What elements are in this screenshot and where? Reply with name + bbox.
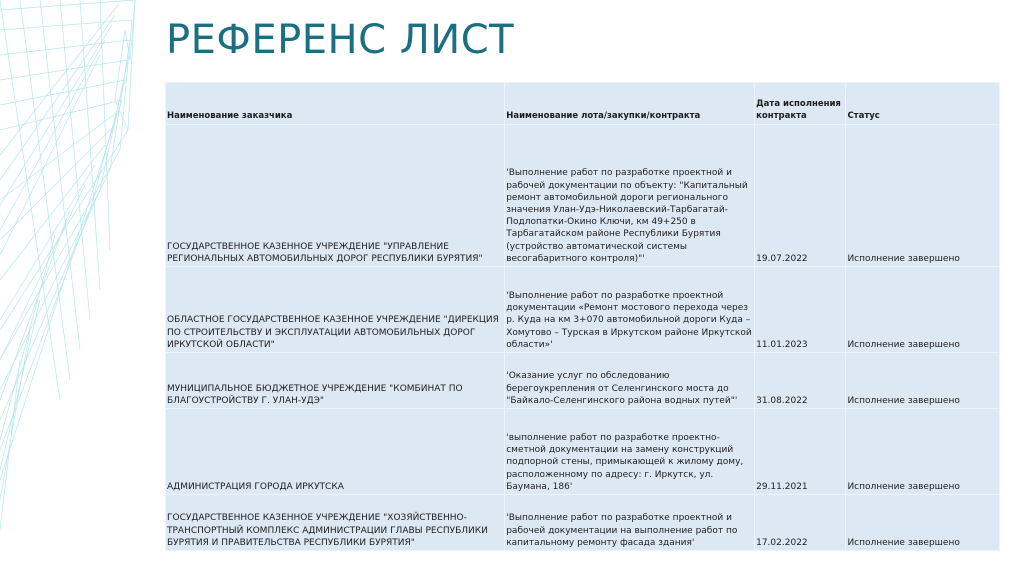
table-row xyxy=(166,125,1000,267)
table-row xyxy=(166,409,1000,495)
date-cell: 19.07.2022 xyxy=(755,125,846,267)
lot-cell: 'Выполнение работ по разработке проектной и рабочей документации по объекту: "Капитальный ремонт автомобильной дороги регионального значения Улан-Удэ-Николаевский-Тарбагатай-Подлопатки-Окино Ключи, км 49+250 в Тарбагатайском районе Республики Бурятия (устройство автоматической системы весогабаритного контроля)"' xyxy=(505,125,755,267)
table-row xyxy=(166,495,1000,551)
header-date: Дата исполнения контракта xyxy=(755,83,846,125)
status-cell: Исполнение завершено xyxy=(846,495,1000,551)
customer-cell: ГОСУДАРСТВЕННОЕ КАЗЕННОЕ УЧРЕЖДЕНИЕ "УПРАВЛЕНИЕ РЕГИОНАЛЬНЫХ АВТОМОБИЛЬНЫХ ДОРОГ РЕСПУБЛИКИ БУРЯТИЯ" xyxy=(166,125,505,267)
status-cell: Исполнение завершено xyxy=(846,267,1000,353)
customer-cell: МУНИЦИПАЛЬНОЕ БЮДЖЕТНОЕ УЧРЕЖДЕНИЕ "КОМБИНАТ ПО БЛАГОУСТРОЙСТВУ Г. УЛАН-УДЭ" xyxy=(166,353,505,409)
lot-cell: 'Выполнение работ по разработке проектной и рабочей документации на выполнение работ по капитальному ремонту фасада здания' xyxy=(505,495,755,551)
date-cell: 31.08.2022 xyxy=(755,353,846,409)
status-cell: Исполнение завершено xyxy=(846,353,1000,409)
status-cell: Исполнение завершено xyxy=(846,125,1000,267)
status-cell: Исполнение завершено xyxy=(846,409,1000,495)
lot-cell: 'Выполнение работ по разработке проектной документации «Ремонт мостового перехода через р. Куда на км 3+070 автомобильной дороги Куда – Хомутово – Турская в Иркутском районе Иркутской области»' xyxy=(505,267,755,353)
table-row xyxy=(166,353,1000,409)
table-row xyxy=(166,267,1000,353)
lot-cell: 'Оказание услуг по обследованию берегоукрепления от Селенгинского моста до "Байкало-Селенгинского района водных путей"' xyxy=(505,353,755,409)
reference-table xyxy=(165,82,1000,551)
lot-cell: 'выполнение работ по разработке проектно-сметной документации на замену конструкций подпорной стены, примыкающей к жилому дому, расположенному по адресу: г. Иркутск, ул. Баумана, 186' xyxy=(505,409,755,495)
customer-cell: ГОСУДАРСТВЕННОЕ КАЗЕННОЕ УЧРЕЖДЕНИЕ "ХОЗЯЙСТВЕННО-ТРАНСПОРТНЫЙ КОМПЛЕКС АДМИНИСТРАЦИИ ГЛАВЫ РЕСПУБЛИКИ БУРЯТИЯ И ПРАВИТЕЛЬСТВА РЕСПУБЛИКИ БУРЯТИЯ" xyxy=(166,495,505,551)
customer-cell: АДМИНИСТРАЦИЯ ГОРОДА ИРКУТСКА xyxy=(166,409,505,495)
page-title: РЕФЕРЕНС ЛИСТ xyxy=(166,17,515,63)
header-customer: Наименование заказчика xyxy=(166,83,505,125)
table-header-row xyxy=(166,83,1000,125)
date-cell: 29.11.2021 xyxy=(755,409,846,495)
wireframe-decoration xyxy=(0,0,170,574)
customer-cell: ОБЛАСТНОЕ ГОСУДАРСТВЕННОЕ КАЗЕННОЕ УЧРЕЖДЕНИЕ "ДИРЕКЦИЯ ПО СТРОИТЕЛЬСТВУ И ЭКСПЛУАТАЦИИ АВТОМОБИЛЬНЫХ ДОРОГ ИРКУТСКОЙ ОБЛАСТИ" xyxy=(166,267,505,353)
header-status: Статус xyxy=(846,83,1000,125)
date-cell: 17.02.2022 xyxy=(755,495,846,551)
header-lot: Наименование лота/закупки/контракта xyxy=(505,83,755,125)
date-cell: 11.01.2023 xyxy=(755,267,846,353)
